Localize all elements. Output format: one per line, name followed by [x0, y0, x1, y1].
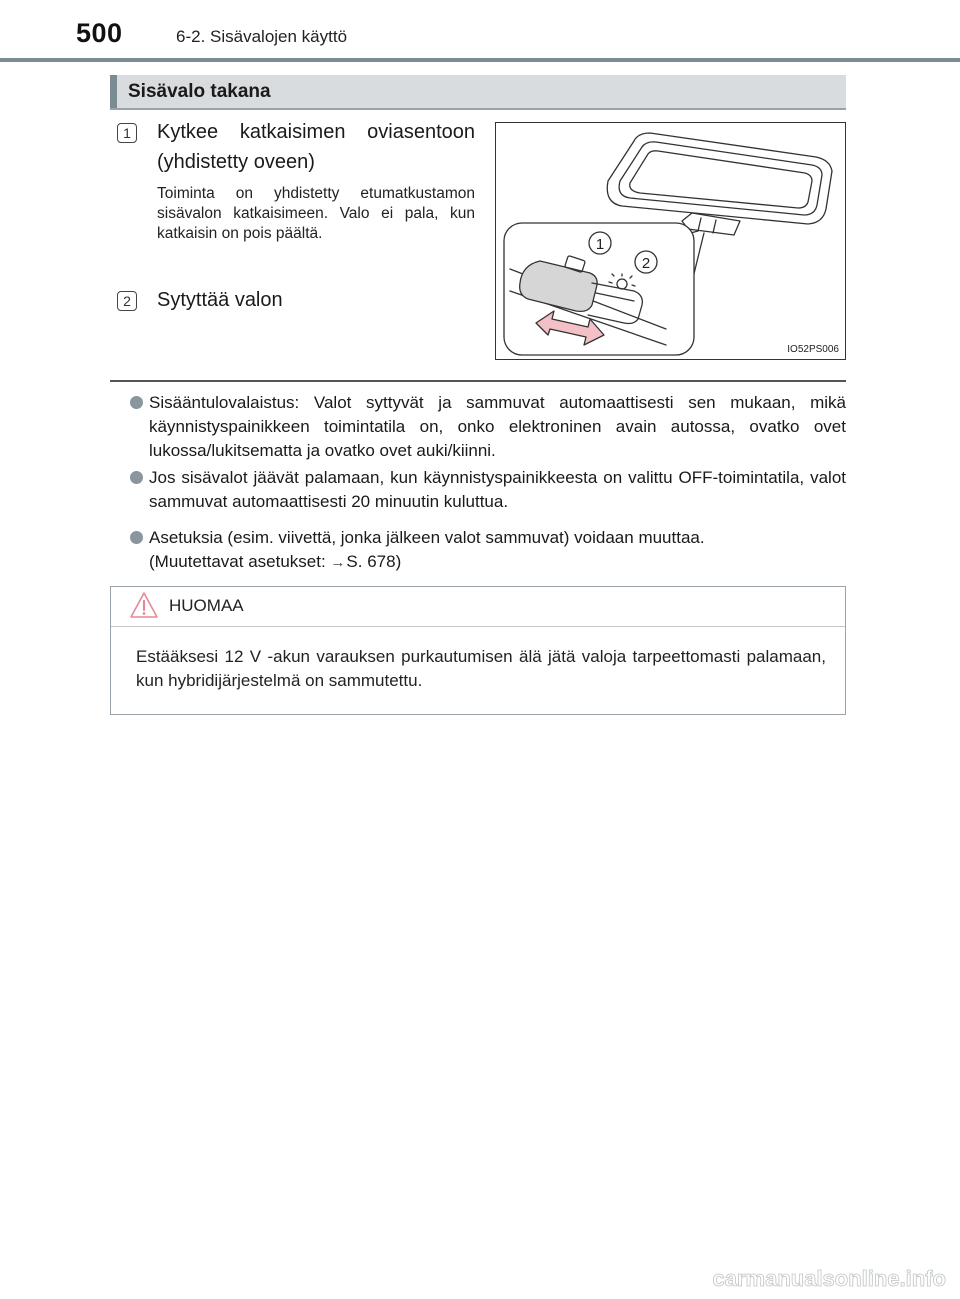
header-rule — [0, 58, 960, 62]
circle-bullet-icon — [130, 396, 143, 409]
section-divider — [110, 380, 846, 382]
item-2-title: Sytyttää valon — [157, 289, 283, 311]
circle-bullet-icon — [130, 531, 143, 544]
item-1-title: Kytkee katkaisimen oviasentoon (yhdistetty oveen) — [157, 121, 475, 173]
notice-box — [110, 586, 846, 715]
page-number: 500 — [76, 18, 123, 48]
settings-reference-link[interactable]: S. 678) — [346, 552, 402, 571]
watermark-logo — [608, 1264, 948, 1292]
item-number-badge-1: 1 — [117, 123, 137, 143]
note-text: Sisääntulovalaistus: Valot syttyvät ja sammuvat automaattisesti sen mukaan, mikä käynnistyspainikkeen toimintatila on, onko elektroninen avain autossa, ovatko ovet lukossa/lukitsematta ja ovatko ovet auki/kiinni. — [149, 393, 846, 460]
section-accent-bar — [110, 75, 117, 108]
section-heading-band — [110, 75, 846, 110]
note-item — [130, 391, 846, 463]
warning-triangle-icon — [129, 590, 159, 620]
item-number-badge-2: 2 — [117, 291, 137, 311]
callout-1: 1 — [595, 236, 605, 253]
rear-light-switch-drawing — [496, 123, 846, 360]
notice-label: HUOMAA — [169, 596, 244, 615]
note-text: Jos sisävalot jäävät palamaan, kun käynnistyspainikkeesta on valittu OFF-toimintatila, valot sammuvat automaattisesti 20 minuutin kuluttua. — [149, 468, 846, 511]
rear-interior-light-illustration — [495, 122, 846, 360]
circle-bullet-icon — [130, 471, 143, 484]
note-item — [130, 526, 846, 575]
notice-text: Estääksesi 12 V -akun varauksen purkautumisen älä jätä valoja tarpeettomasti palamaan, kun hybridijärjestelmä on sammutettu. — [136, 647, 826, 690]
note-text-block — [149, 526, 846, 575]
note-text: Asetuksia (esim. viivettä, jonka jälkeen valot sammuvat) voidaan muuttaa. — [149, 528, 705, 547]
figure-code: IO52PS006 — [787, 344, 839, 355]
note-item — [130, 466, 846, 514]
settings-reference-prefix: (Muutettavat asetukset: — [149, 552, 331, 571]
svg-text:carmanualsonline.info: carmanualsonline.info — [712, 1266, 946, 1291]
item-1-description: Toiminta on yhdistetty etumatkustamon sisävalon katkaisimeen. Valo ei pala, kun katkaisin on pois päältä. — [157, 185, 475, 242]
chapter-title: 6-2. Sisävalojen käyttö — [176, 27, 348, 46]
callout-2: 2 — [641, 255, 651, 272]
section-title: Sisävalo takana — [128, 81, 271, 102]
notice-header — [111, 587, 845, 627]
right-arrow-icon: → — [330, 554, 346, 571]
